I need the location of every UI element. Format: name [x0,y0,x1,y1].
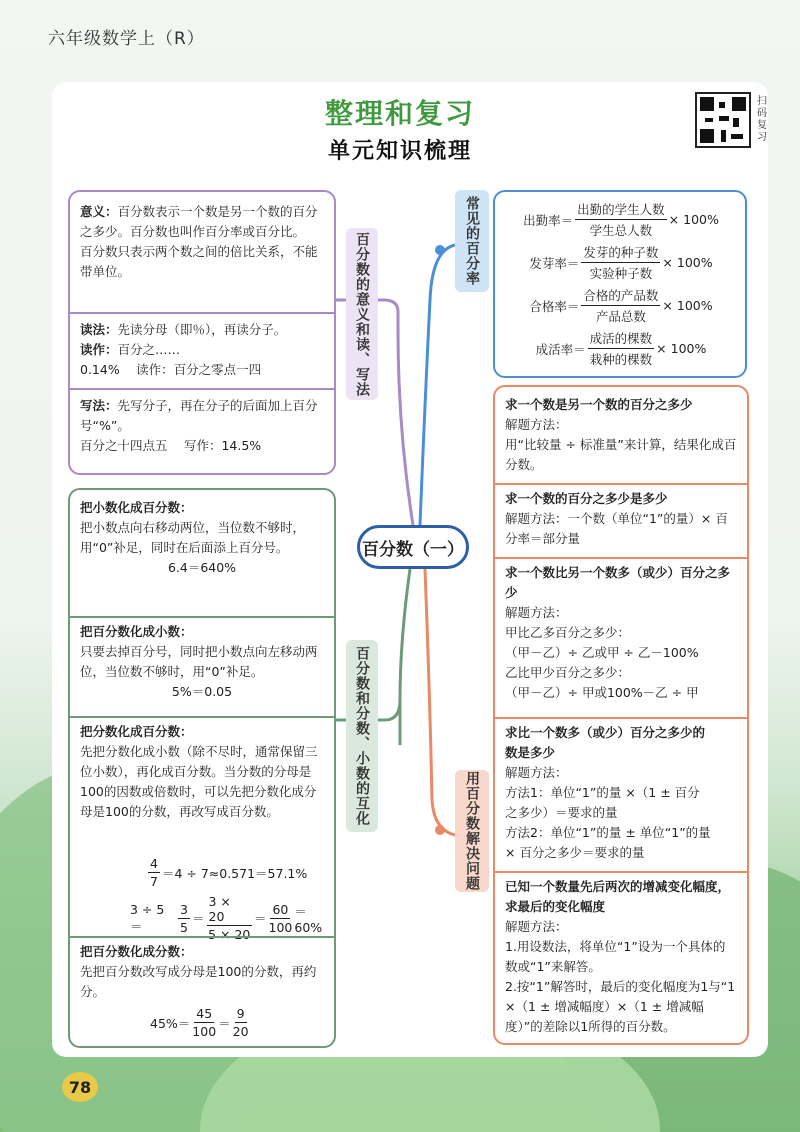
decimal-to-percent-head: 把小数化成百分数： [80,500,193,515]
convert-box [68,488,336,1048]
solve-method-4a: 方法1：单位“1”的量 ×（1 ± 百分之多少）＝要求的量 [505,785,700,820]
connector-dot [435,825,445,835]
connector-common [420,245,455,525]
frac-num: 60 [272,901,289,917]
solve-sub-5: 解题方法： [505,919,568,934]
frac-num: 3 [180,901,188,917]
fraction-example-1 [146,856,307,889]
rate-multiplier: × 100% [656,341,707,356]
rate-formula: 出勤率 ＝ $\frac{\text{出勤的学生人数}}{\text{学生总人数}}$ × 100% [523,202,719,238]
rate-numerator: 成活的棵数 [588,329,655,349]
solve-method-5b: 2.按“1”解答时，最后的变化幅度为1与“1 ×（1 ± 增减幅度）×（1 ± 增减幅度）”的差除以1所得的百分数。 [505,979,736,1034]
meaning-text2: 百分数只表示两个数之间的倍比关系，不能带单位。 [80,244,318,279]
formula-tail: ＝60% [294,903,323,935]
frac-den: 100 [268,919,293,935]
rate-formula: 合格率 ＝ $\frac{\text{合格的产品数}}{\text{产品总数}}$ × 100% [529,288,713,324]
solve-text-1: 用“比较量 ÷ 标准量”来计算，结果化成百分数。 [505,437,737,472]
rate-formula: 发芽率 ＝ $\frac{\text{发芽的种子数}}{\text{实验种子数}}$ × 100% [529,245,713,281]
fraction-to-percent-text: 先把分数化成小数（除不尽时，通常保留三位小数），再化成百分数。当分数的分母是100的因数或倍数时，可以先把分数化成分母是100的分数，再改写成百分数。 [80,744,318,819]
frac-num: 45 [196,1006,213,1021]
solve-head-4: 求比一个数多（或少）百分之多少的数是多少 [505,725,706,760]
rate-denominator: 学生总人数 [589,223,653,238]
page-subtitle: 单元知识梳理 [327,139,472,164]
solve-head-2: 求一个数的百分之多少是多少 [505,491,668,506]
solve-head-1: 求一个数是另一个数的百分之多少 [505,397,693,412]
solve-line-3b: （甲－乙）÷ 乙或甲 ÷ 乙－100% [505,645,699,660]
formula-lead: 3 ÷ 5＝ [130,901,165,934]
page-number: 78 [62,1072,98,1102]
frac-den: 20 [232,1024,249,1039]
solve-sub-4: 解题方法： [505,765,568,780]
rate-multiplier: × 100% [662,255,713,270]
meaning-box [68,190,336,475]
solve-line-3a: 甲比乙多百分之多少： [505,625,631,640]
formula-text: ＝4 ÷ 7≈0.571＝57.1% [161,865,308,881]
connector-convert [400,569,410,745]
writing-head: 写法： [80,398,118,413]
formula-lead: 45%＝ [150,1015,191,1031]
rate-name: 发芽率 [529,255,567,271]
page-title: 整理和复习 [324,97,475,130]
percent-to-decimal-text: 只要去掉百分号，同时把小数点向左移动两位，当位数不够时，用“0”补足。 [80,644,318,679]
connector-dot [435,245,445,255]
rate-numerator: 发芽的种子数 [581,243,660,263]
qr-label: 扫码复习 [757,96,767,143]
percent-to-fraction-head: 把百分数化成分数： [80,944,193,959]
percent-to-decimal-example: 5%＝0.05 [171,684,233,699]
fraction-to-percent-head: 把分数化成百分数： [80,724,193,739]
frac-num: 4 [150,856,158,871]
writing-example: 百分之十四点五 写作：14.5% [80,438,262,453]
branch-label-solve: 用百分数解决问题 [455,770,489,892]
meaning-head: 意义： [80,204,118,219]
branch-label-convert: 百分数和分数、小数的互化 [346,640,378,832]
branch-label-meaning: 百分数的意义和读、写法 [346,228,378,400]
central-topic: 百分数（一） [357,525,469,569]
frac-den: 5 [180,919,188,935]
solve-head-3: 求一个数比另一个数多（或少）百分之多少 [505,565,731,600]
rate-denominator: 实验种子数 [589,266,653,281]
solve-sub-3: 解题方法： [505,605,568,620]
decimal-to-percent-text: 把小数点向右移动两位，当位数不够时，用“0”补足，同时在后面添上百分号。 [80,520,306,555]
connector-meaning [398,312,413,525]
decimal-to-percent-example: 6.4＝640% [167,560,237,575]
frac-den: 100 [192,1024,217,1039]
percent-to-fraction-example: 45%＝ $\frac{45}{100}$ ＝ $\frac{9}{20}$ [150,1006,249,1039]
solve-line-3c: 乙比甲少百分之多少： [505,665,631,680]
solve-text-2: 解题方法：一个数（单位“1”的量）× 百分率＝部分量 [505,511,728,546]
rate-name: 合格率 [529,298,567,314]
solve-line-3d: （甲－乙）÷ 甲或100%－乙 ÷ 甲 [505,685,699,700]
solve-method-4b: 方法2：单位“1”的量 ± 单位“1”的量 × 百分之多少＝要求的量 [505,825,711,860]
reading-head: 读法： [80,322,118,337]
rate-denominator: 产品总数 [595,309,646,324]
meaning-text: 百分数表示一个数是另一个数的百分之多少。百分数也叫作百分率或百分比。 [80,204,318,239]
connector-solve [425,569,455,835]
percent-to-decimal-head: 把百分数化成小数： [80,624,193,639]
solve-method-5a: 1.用设数法，将单位“1”设为一个具体的数或“1”来解答。 [505,939,726,974]
solve-sub-1: 解题方法： [505,417,568,432]
rate-name: 出勤率 [523,212,561,228]
reading-example: 0.14% 读作：百分之零点一四 [80,362,262,377]
fraction-example-2: 3 ÷ 5＝ $\frac{3}{5}$ ＝ $\frac{3 \times 20}{5 \times 20}$ ＝ $\frac{60}{100}$ ＝60% [130,894,334,942]
frac-num: 9 [236,1006,245,1021]
reading-text: 先读分母（即％），再读分子。 [117,322,287,337]
solve-head-5: 已知一个数量先后两次的增减变化幅度，求最后的变化幅度 [505,879,731,914]
rate-name: 成活率 [535,341,574,357]
solve-box [493,385,749,1045]
rate-formula: 成活率 ＝ $\frac{\text{成活的棵数}}{\text{栽种的棵数}}$ × 100% [535,331,707,367]
rate-numerator: 出勤的学生人数 [575,200,667,220]
percent-to-fraction-text: 先把百分数改写成分母是100的分数，再约分。 [80,964,317,999]
book-label: 六年级数学上（R） [48,29,205,49]
frac-den: 7 [150,874,158,889]
rate-denominator: 栽种的棵数 [589,352,653,367]
writing-text: 先写分子，再在分子的后面加上百分号“%”。 [80,398,318,433]
read-as-text: 百分之…… [117,342,181,357]
rate-multiplier: × 100% [662,298,713,313]
frac-den: 5 × 20 [208,927,251,942]
branch-label-common: 常见的百分率 [455,190,489,292]
read-as-head: 读作： [80,342,118,357]
rate-multiplier: × 100% [668,212,719,227]
rate-numerator: 合格的产品数 [581,286,660,306]
frac-num: 3 × 20 [207,894,253,926]
